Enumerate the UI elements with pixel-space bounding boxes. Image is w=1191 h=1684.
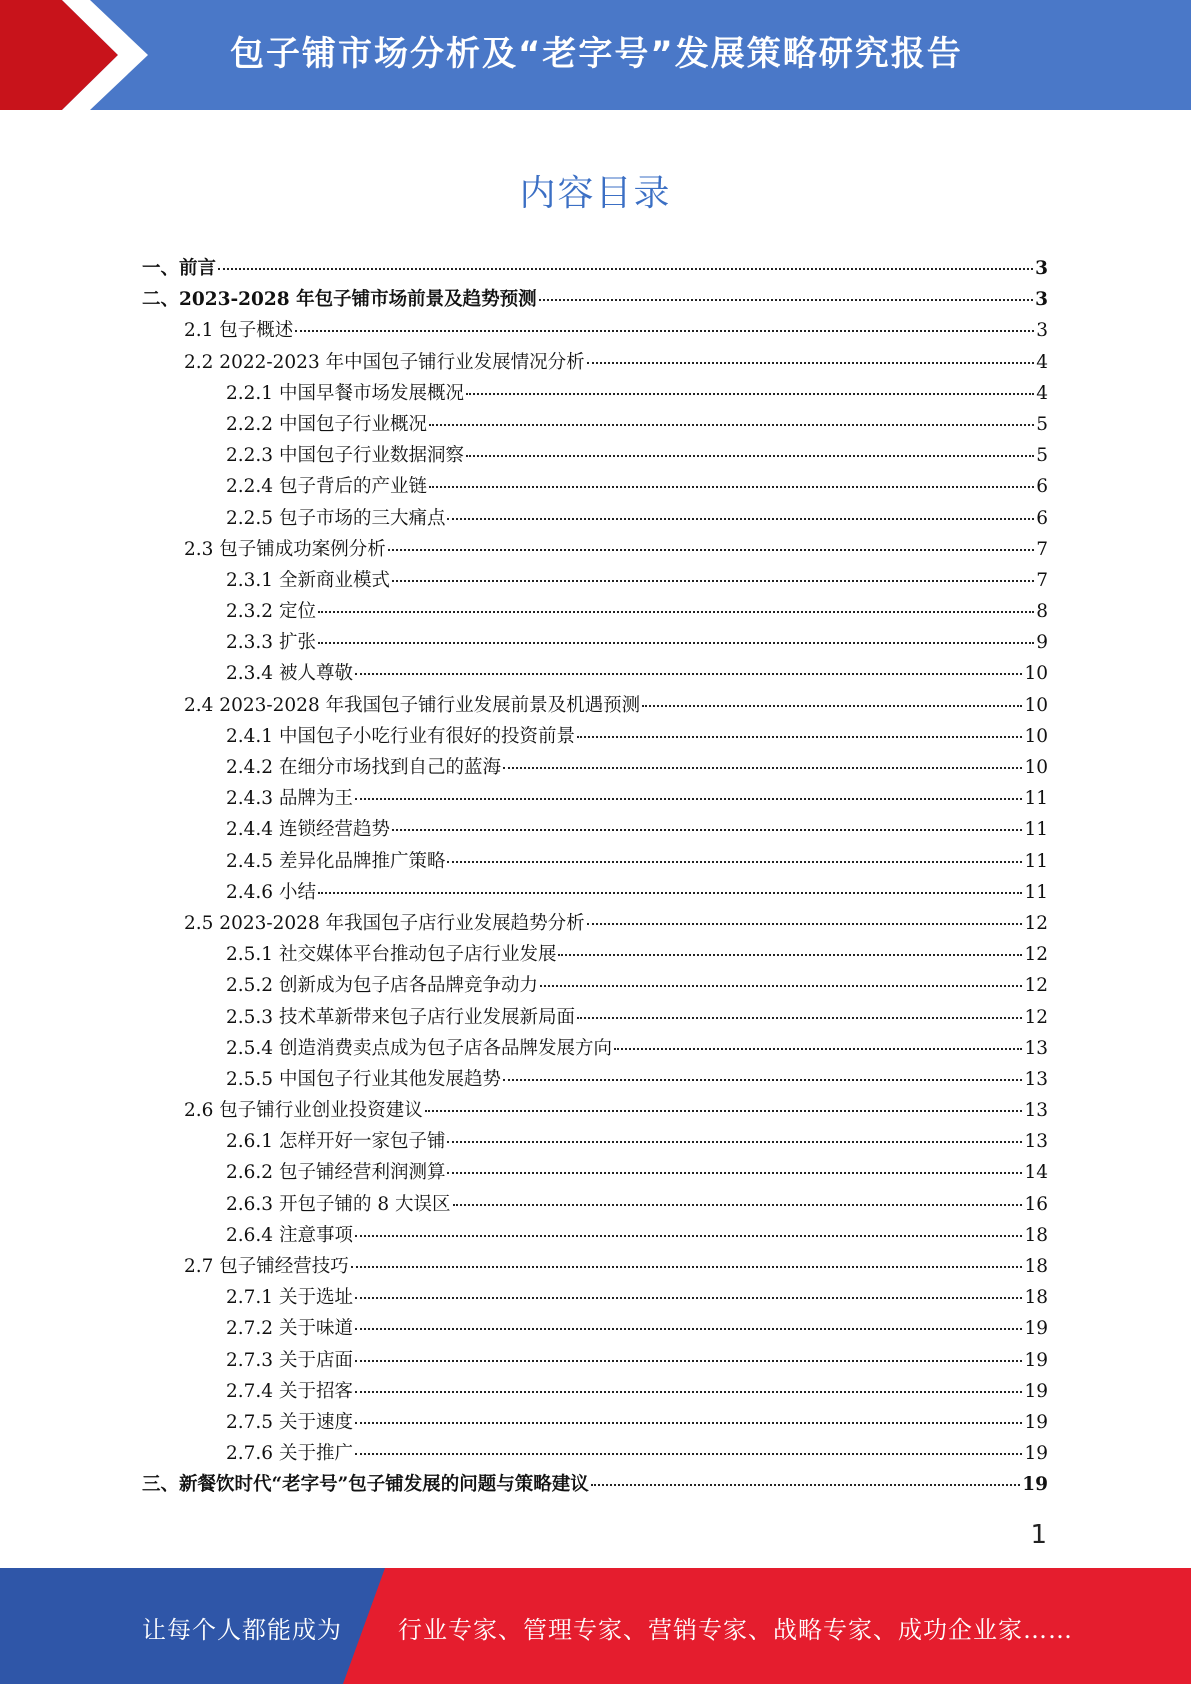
toc-dot-leader xyxy=(318,611,1034,613)
toc-entry-page: 12 xyxy=(1024,912,1048,934)
toc-dot-leader xyxy=(355,1422,1023,1424)
toc-entry-label: 2.7.1 关于选址 xyxy=(226,1287,353,1309)
toc-entry-page: 4 xyxy=(1036,382,1048,404)
toc-entry-page: 10 xyxy=(1024,663,1048,685)
toc-entry-page: 18 xyxy=(1024,1224,1048,1246)
toc-entry-page: 11 xyxy=(1024,819,1048,841)
toc-entry[interactable] xyxy=(142,1034,1048,1065)
toc-entry[interactable] xyxy=(142,815,1048,846)
toc-entry[interactable] xyxy=(142,1439,1048,1470)
toc-dot-leader xyxy=(355,673,1023,675)
toc-entry[interactable] xyxy=(142,1283,1048,1314)
toc-entry-label: 2.5.5 中国包子行业其他发展趋势 xyxy=(226,1068,501,1090)
toc-entry-label: 2.1 包子概述 xyxy=(184,320,294,342)
toc-entry[interactable] xyxy=(142,1314,1048,1345)
toc-entry-label: 2.6 包子铺行业创业投资建议 xyxy=(184,1100,423,1122)
toc-entry-label: 2.5.2 创新成为包子店各品牌竞争动力 xyxy=(226,975,538,997)
toc-dot-leader xyxy=(355,1453,1023,1455)
toc-dot-leader xyxy=(218,268,1033,270)
toc-entry[interactable] xyxy=(142,348,1048,379)
toc-entry[interactable] xyxy=(142,1096,1048,1127)
toc-entry-page: 5 xyxy=(1036,445,1048,467)
toc-entry-page: 3 xyxy=(1035,289,1048,311)
toc-dot-leader xyxy=(503,1079,1022,1081)
toc-entry-page: 16 xyxy=(1024,1193,1048,1215)
toc-dot-leader xyxy=(351,1266,1023,1268)
toc-dot-leader xyxy=(587,362,1035,364)
toc-entry-page: 14 xyxy=(1024,1162,1048,1184)
toc-entry[interactable] xyxy=(142,504,1048,535)
toc-entry-page: 10 xyxy=(1024,694,1048,716)
toc-entry-label: 2.7 包子铺经营技巧 xyxy=(184,1256,349,1277)
toc-entry[interactable] xyxy=(142,254,1048,285)
table-of-contents xyxy=(142,254,1048,1502)
toc-dot-leader xyxy=(388,549,1034,551)
toc-entry[interactable] xyxy=(142,878,1048,909)
toc-entry-label: 2.4.4 连锁经营趋势 xyxy=(226,819,390,841)
toc-entry[interactable] xyxy=(142,659,1048,690)
toc-dot-leader xyxy=(355,1391,1023,1393)
toc-entry-page: 13 xyxy=(1024,1037,1048,1059)
toc-entry[interactable] xyxy=(142,940,1048,971)
toc-dot-leader xyxy=(642,705,1022,707)
toc-entry[interactable] xyxy=(142,285,1048,316)
toc-dot-leader xyxy=(392,829,1022,831)
toc-entry-label: 2.3.2 定位 xyxy=(226,601,316,623)
toc-dot-leader xyxy=(539,299,1034,301)
toc-entry-label: 2.3 包子铺成功案例分析 xyxy=(184,538,386,560)
toc-entry-label: 2.4.2 在细分市场找到自己的蓝海 xyxy=(226,757,501,778)
footer-band xyxy=(0,1568,1191,1684)
toc-entry-page: 13 xyxy=(1024,1100,1048,1122)
toc-entry-label: 2.4.5 差异化品牌推广策略 xyxy=(226,850,446,872)
toc-entry-label: 二、2023-2028 年包子铺市场前景及趋势预测 xyxy=(142,289,537,311)
toc-dot-leader xyxy=(453,1204,1023,1206)
toc-entry-page: 12 xyxy=(1024,1006,1048,1028)
toc-dot-leader xyxy=(466,455,1034,457)
toc-entry-page: 18 xyxy=(1024,1256,1048,1277)
toc-entry-page: 19 xyxy=(1022,1474,1048,1496)
toc-entry-page: 11 xyxy=(1024,788,1048,810)
toc-entry[interactable] xyxy=(142,628,1048,659)
toc-entry[interactable] xyxy=(142,1190,1048,1221)
toc-dot-leader xyxy=(540,985,1022,987)
toc-entry-label: 2.2.5 包子市场的三大痛点 xyxy=(226,507,446,529)
toc-entry-page: 3 xyxy=(1035,258,1048,279)
toc-entry-label: 2.2 2022-2023 年中国包子铺行业发展情况分析 xyxy=(184,351,585,373)
toc-entry-page: 11 xyxy=(1024,881,1048,903)
toc-dot-leader xyxy=(425,1110,1023,1112)
toc-entry[interactable] xyxy=(142,316,1048,347)
toc-entry-label: 三、新餐饮时代“老字号”包子铺发展的问题与策略建议 xyxy=(142,1474,589,1496)
toc-entry-label: 2.6.2 包子铺经营利润测算 xyxy=(226,1162,446,1184)
toc-dot-leader xyxy=(318,642,1034,644)
toc-entry-page: 19 xyxy=(1024,1349,1048,1371)
toc-entry[interactable] xyxy=(142,535,1048,566)
toc-entry-label: 2.4.6 小结 xyxy=(226,881,316,903)
toc-entry-page: 18 xyxy=(1024,1287,1048,1309)
toc-heading: 内容目录 xyxy=(519,173,672,214)
footer-slogan-right: 行业专家、管理专家、营销专家、战略专家、成功企业家…… xyxy=(398,1616,1073,1644)
toc-entry[interactable] xyxy=(142,566,1048,597)
toc-dot-leader xyxy=(392,580,1034,582)
toc-dot-leader xyxy=(577,1017,1022,1019)
toc-entry-label: 2.5.1 社交媒体平台推动包子店行业发展 xyxy=(226,944,557,966)
toc-entry-label: 2.4 2023-2028 年我国包子铺行业发展前景及机遇预测 xyxy=(184,694,641,716)
toc-entry[interactable] xyxy=(142,1158,1048,1189)
toc-entry-label: 2.6.1 怎样开好一家包子铺 xyxy=(226,1131,446,1153)
toc-dot-leader xyxy=(429,424,1034,426)
toc-dot-leader xyxy=(355,1297,1023,1299)
toc-entry-page: 8 xyxy=(1036,601,1048,623)
toc-entry-label: 2.2.3 中国包子行业数据洞察 xyxy=(226,445,464,467)
toc-entry-label: 2.4.3 品牌为王 xyxy=(226,788,353,810)
toc-dot-leader xyxy=(447,518,1034,520)
toc-entry-page: 13 xyxy=(1024,1131,1048,1153)
toc-entry-label: 2.3.1 全新商业模式 xyxy=(226,569,390,591)
toc-entry[interactable] xyxy=(142,1065,1048,1096)
page-number: 1 xyxy=(1030,1520,1047,1550)
toc-dot-leader xyxy=(447,1172,1022,1174)
toc-entry[interactable] xyxy=(142,909,1048,940)
toc-entry-page: 11 xyxy=(1024,850,1048,872)
toc-entry-label: 2.6.4 注意事项 xyxy=(226,1224,353,1246)
toc-dot-leader xyxy=(318,892,1023,894)
toc-entry[interactable] xyxy=(142,410,1048,441)
toc-entry[interactable] xyxy=(142,379,1048,410)
toc-entry[interactable] xyxy=(142,784,1048,815)
toc-entry[interactable] xyxy=(142,1127,1048,1158)
toc-entry-label: 2.7.3 关于店面 xyxy=(226,1349,353,1371)
toc-entry-label: 2.2.4 包子背后的产业链 xyxy=(226,476,427,498)
report-title: 包子铺市场分析及“老字号”发展策略研究报告 xyxy=(230,34,963,74)
toc-entry[interactable] xyxy=(142,847,1048,878)
toc-entry[interactable] xyxy=(142,1346,1048,1377)
toc-entry[interactable] xyxy=(142,691,1048,722)
toc-entry[interactable] xyxy=(142,1221,1048,1252)
toc-dot-leader xyxy=(295,330,1034,332)
toc-entry-page: 7 xyxy=(1036,538,1048,560)
toc-entry[interactable] xyxy=(142,722,1048,753)
toc-dot-leader xyxy=(447,1141,1022,1143)
toc-entry[interactable] xyxy=(142,1470,1048,1501)
toc-dot-leader xyxy=(355,1328,1023,1330)
toc-dot-leader xyxy=(577,736,1022,738)
toc-dot-leader xyxy=(355,1360,1023,1362)
toc-entry[interactable] xyxy=(142,472,1048,503)
toc-entry-label: 一、前言 xyxy=(142,258,217,279)
toc-entry[interactable] xyxy=(142,597,1048,628)
toc-entry-label: 2.7.5 关于速度 xyxy=(226,1411,353,1433)
toc-entry[interactable] xyxy=(142,1408,1048,1439)
toc-entry-page: 12 xyxy=(1024,975,1048,997)
toc-entry-page: 19 xyxy=(1024,1443,1048,1465)
toc-entry-page: 13 xyxy=(1024,1068,1048,1090)
toc-entry-label: 2.5 2023-2028 年我国包子店行业发展趋势分析 xyxy=(184,912,585,934)
toc-entry-label: 2.4.1 中国包子小吃行业有很好的投资前景 xyxy=(226,725,575,747)
toc-dot-leader xyxy=(355,798,1023,800)
toc-dot-leader xyxy=(558,954,1022,956)
toc-entry-label: 2.7.2 关于味道 xyxy=(226,1318,353,1340)
toc-entry-label: 2.2.2 中国包子行业概况 xyxy=(226,413,427,435)
toc-dot-leader xyxy=(355,1235,1023,1237)
toc-entry-page: 10 xyxy=(1024,725,1048,747)
toc-dot-leader xyxy=(614,1048,1022,1050)
toc-entry-label: 2.6.3 开包子铺的 8 大误区 xyxy=(226,1193,451,1215)
toc-dot-leader xyxy=(503,767,1022,769)
header-arrow-icon xyxy=(0,0,160,110)
toc-entry-page: 6 xyxy=(1036,507,1048,529)
toc-entry-label: 2.5.4 创造消费卖点成为包子店各品牌发展方向 xyxy=(226,1037,612,1059)
toc-entry-page: 9 xyxy=(1036,632,1048,654)
toc-dot-leader xyxy=(429,486,1034,488)
toc-dot-leader xyxy=(591,1484,1020,1486)
header-banner xyxy=(0,0,1191,110)
toc-entry[interactable] xyxy=(142,1252,1048,1283)
toc-entry-label: 2.3.3 扩张 xyxy=(226,632,316,654)
toc-entry-page: 10 xyxy=(1024,757,1048,778)
toc-entry[interactable] xyxy=(142,441,1048,472)
toc-entry-label: 2.3.4 被人尊敬 xyxy=(226,663,353,685)
toc-entry-page: 6 xyxy=(1036,476,1048,498)
toc-entry[interactable] xyxy=(142,1377,1048,1408)
footer-slogan-left: 让每个人都能成为 xyxy=(142,1616,342,1644)
toc-entry-page: 3 xyxy=(1036,320,1048,342)
toc-entry[interactable] xyxy=(142,971,1048,1002)
toc-entry-page: 19 xyxy=(1024,1318,1048,1340)
toc-entry-page: 7 xyxy=(1036,569,1048,591)
toc-entry-page: 12 xyxy=(1024,944,1048,966)
toc-dot-leader xyxy=(587,923,1023,925)
toc-entry-page: 19 xyxy=(1024,1380,1048,1402)
toc-dot-leader xyxy=(447,861,1022,863)
toc-entry-label: 2.2.1 中国早餐市场发展概况 xyxy=(226,382,464,404)
toc-entry-label: 2.7.6 关于推广 xyxy=(226,1443,353,1465)
toc-entry-page: 5 xyxy=(1036,413,1048,435)
toc-entry-label: 2.7.4 关于招客 xyxy=(226,1380,353,1402)
toc-entry-page: 4 xyxy=(1036,351,1048,373)
toc-dot-leader xyxy=(466,393,1034,395)
toc-entry[interactable] xyxy=(142,1003,1048,1034)
toc-entry[interactable] xyxy=(142,753,1048,784)
toc-entry-page: 19 xyxy=(1024,1411,1048,1433)
toc-entry-label: 2.5.3 技术革新带来包子店行业发展新局面 xyxy=(226,1006,575,1028)
